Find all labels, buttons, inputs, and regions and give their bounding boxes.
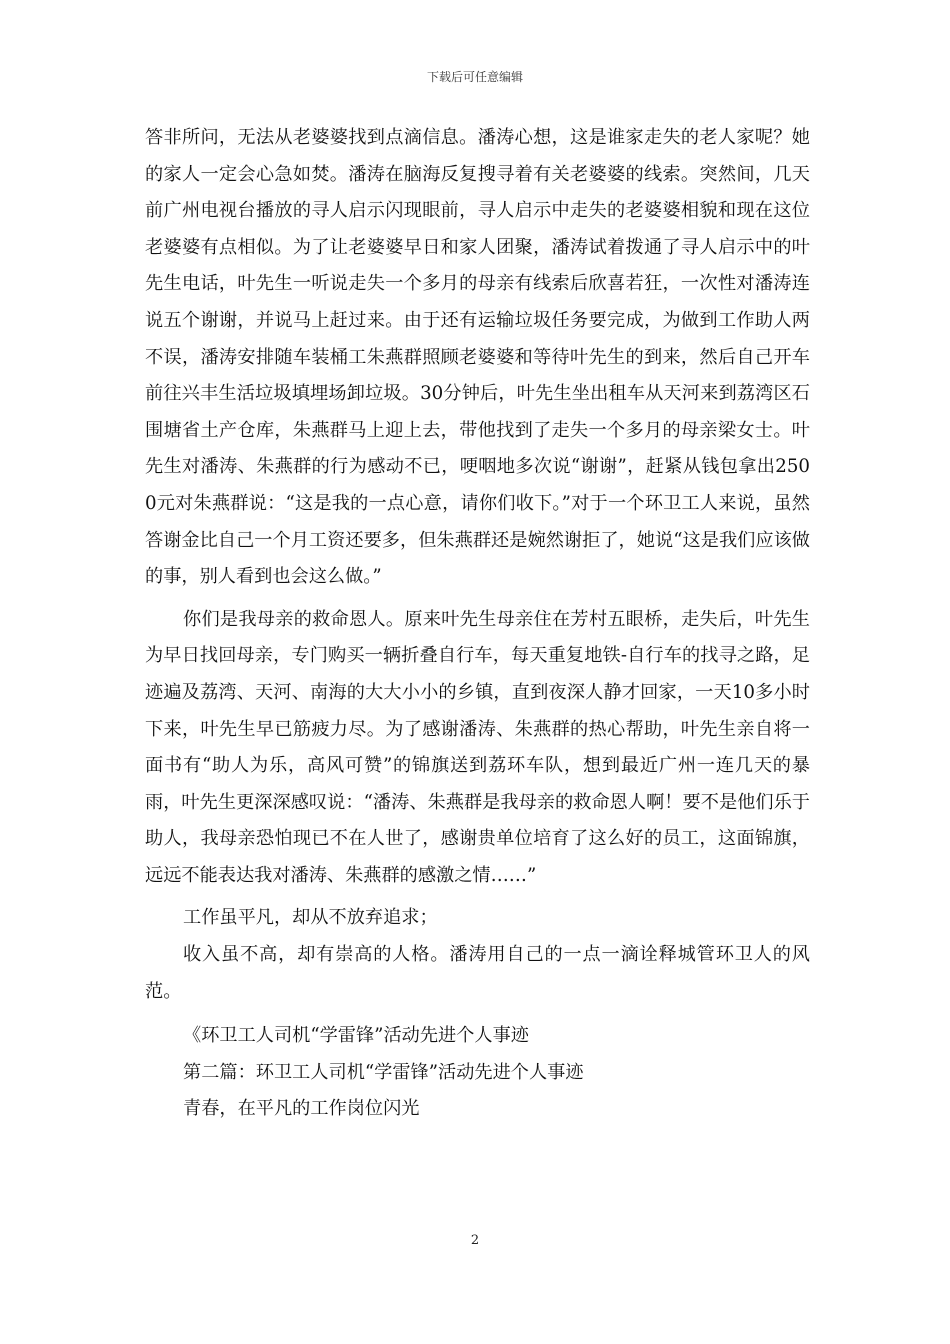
paragraph-youth: 青春，在平凡的工作岗位闪光: [183, 1098, 420, 1120]
paragraph-title-quote: 《环卫工人司机“学雷锋”活动先进个人事迹: [183, 1025, 529, 1047]
paragraph-second-article: 第二篇：环卫工人司机“学雷锋”活动先进个人事迹: [183, 1061, 584, 1083]
page-header: 下载后可任意编辑: [426, 70, 523, 84]
paragraph-gratitude: 你们是我母亲的救命恩人。原来叶先生母亲住在芳村五眼桥，走失后，叶先生为早日找回母亲，专门购买一辆折叠自行车，每天重复地铁-自行车的找寻之路，足迹遍及荔湾、天河、南海的大大小小的乡镇，直到夜深人静才回家，一天10多小时下来，叶先生早已筋疲力尽。为了感谢潘涛、朱燕群的热心帮助，叶先生亲自将一面书有“助人为乐，高风可赞”的锦旗送到荔环车队，想到最近广州一连几天的暴雨，叶先生更深深感叹说：“潘涛、朱燕群是我母亲的救命恩人啊！要不是他们乐于助人，我母亲恐怕现已不在人世了，感谢贵单位培育了这么好的员工，这面锦旗，远远不能表达我对潘涛、朱燕群的感激之情……”: [145, 608, 810, 886]
document-body: [145, 120, 810, 1128]
paragraph-work-ordinary: 工作虽平凡，却从不放弃追求；: [183, 907, 438, 929]
page-number: 2: [470, 1233, 480, 1248]
paragraph-income: 收入虽不高，却有崇高的人格。潘涛用自己的一点一滴诠释城管环卫人的风范。: [145, 944, 810, 1002]
paragraph-rescue-story: 答非所问，无法从老婆婆找到点滴信息。潘涛心想，这是谁家走失的老人家呢？她的家人一定会心急如焚。潘涛在脑海反复搜寻着有关老婆婆的线索。突然间，几天前广州电视台播放的寻人启示闪现眼前，寻人启示中走失的老婆婆相貌和现在这位老婆婆有点相似。为了让老婆婆早日和家人团聚，潘涛试着拨通了寻人启示中的叶先生电话，叶先生一听说走失一个多月的母亲有线索后欣喜若狂，一次性对潘涛连说五个谢谢，并说马上赶过来。由于还有运输垃圾任务要完成，为做到工作助人两不误，潘涛安排随车装桶工朱燕群照顾老婆婆和等待叶先生的到来，然后自己开车前往兴丰生活垃圾填埋场卸垃圾。30分钟后，叶先生坐出租车从天河来到荔湾区石围塘省土产仓库，朱燕群马上迎上去，带他找到了走失一个多月的母亲梁女士。叶先生对潘涛、朱燕群的行为感动不已，哽咽地多次说“谢谢”，赶紧从钱包拿出2500元对朱燕群说：“这是我的一点心意，请你们收下。”对于一个环卫工人来说，虽然答谢金比自己一个月工资还要多，但朱燕群还是婉然谢拒了，她说“这是我们应该做的事，别人看到也会这么做。”: [145, 127, 810, 588]
